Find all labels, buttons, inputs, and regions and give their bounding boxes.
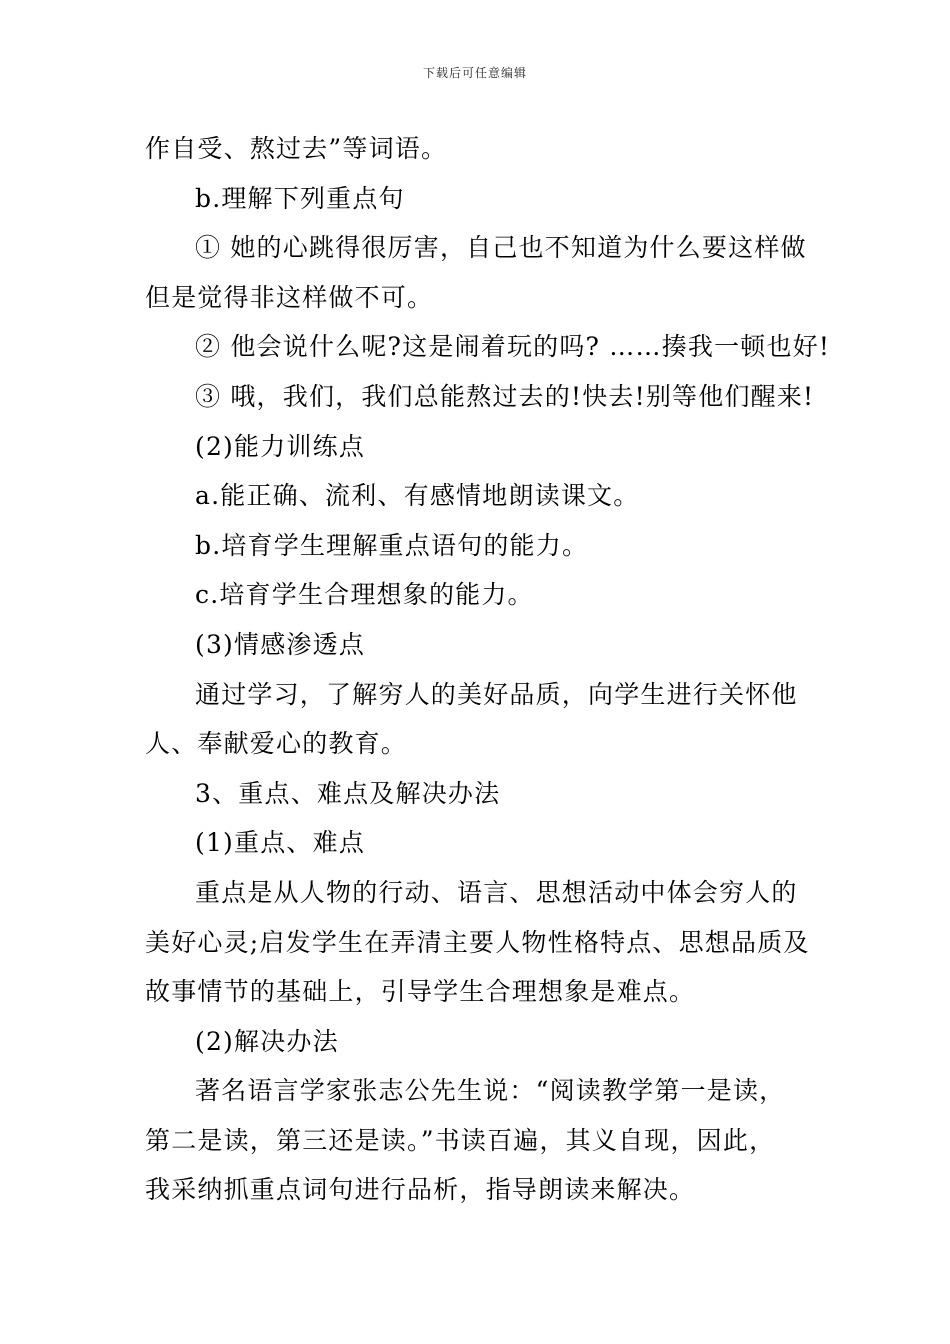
text-line: 我采纳抓重点词句进行品析，指导朗读来解决。 [145, 1175, 696, 1205]
text-line: (3)情感渗透点 [195, 629, 366, 659]
text-line: ① 她的心跳得很厉害，自己也不知道为什么要这样做 [195, 233, 807, 263]
text-line: b.理解下列重点句 [195, 183, 405, 213]
text-line: ② 他会说什么呢?这是闹着玩的吗? ……揍我一顿也好! [195, 332, 831, 362]
text-line: a.能正确、流利、有感情地朗读课文。 [195, 481, 640, 511]
text-line: 美好心灵;启发学生在弄清主要人物性格特点、思想品质及 [145, 927, 810, 957]
text-line: 第二是读，第三还是读。”书读百遍，其义自现，因此， [145, 1125, 776, 1155]
text-line: c.培育学生合理想象的能力。 [195, 580, 534, 610]
text-line: (2)解决办法 [195, 1026, 339, 1056]
text-line: 3、重点、难点及解决办法 [195, 778, 501, 808]
text-line: (2)能力训练点 [195, 431, 366, 461]
text-line: 作自受、熬过去”等词语。 [145, 134, 448, 163]
text-line: 故事情节的基础上，引导学生合理想象是难点。 [145, 977, 696, 1007]
document-body [145, 124, 831, 1215]
text-line: 著名语言学家张志公先生说：“阅读教学第一是读， [195, 1076, 786, 1106]
text-line: (1)重点、难点 [195, 828, 366, 858]
page-header: 下载后可任意编辑 [422, 66, 527, 80]
text-line: 人、奉献爱心的教育。 [145, 729, 408, 759]
text-line: b.培育学生理解重点语句的能力。 [195, 530, 589, 560]
text-line: 重点是从人物的行动、语言、思想活动中体会穷人的 [195, 877, 798, 907]
text-line: ③ 哦，我们，我们总能熬过去的!快去!别等他们醒来! [195, 381, 815, 411]
text-line: 通过学习，了解穷人的美好品质，向学生进行关怀他 [195, 679, 798, 709]
text-line: 但是觉得非这样做不可。 [145, 282, 434, 312]
